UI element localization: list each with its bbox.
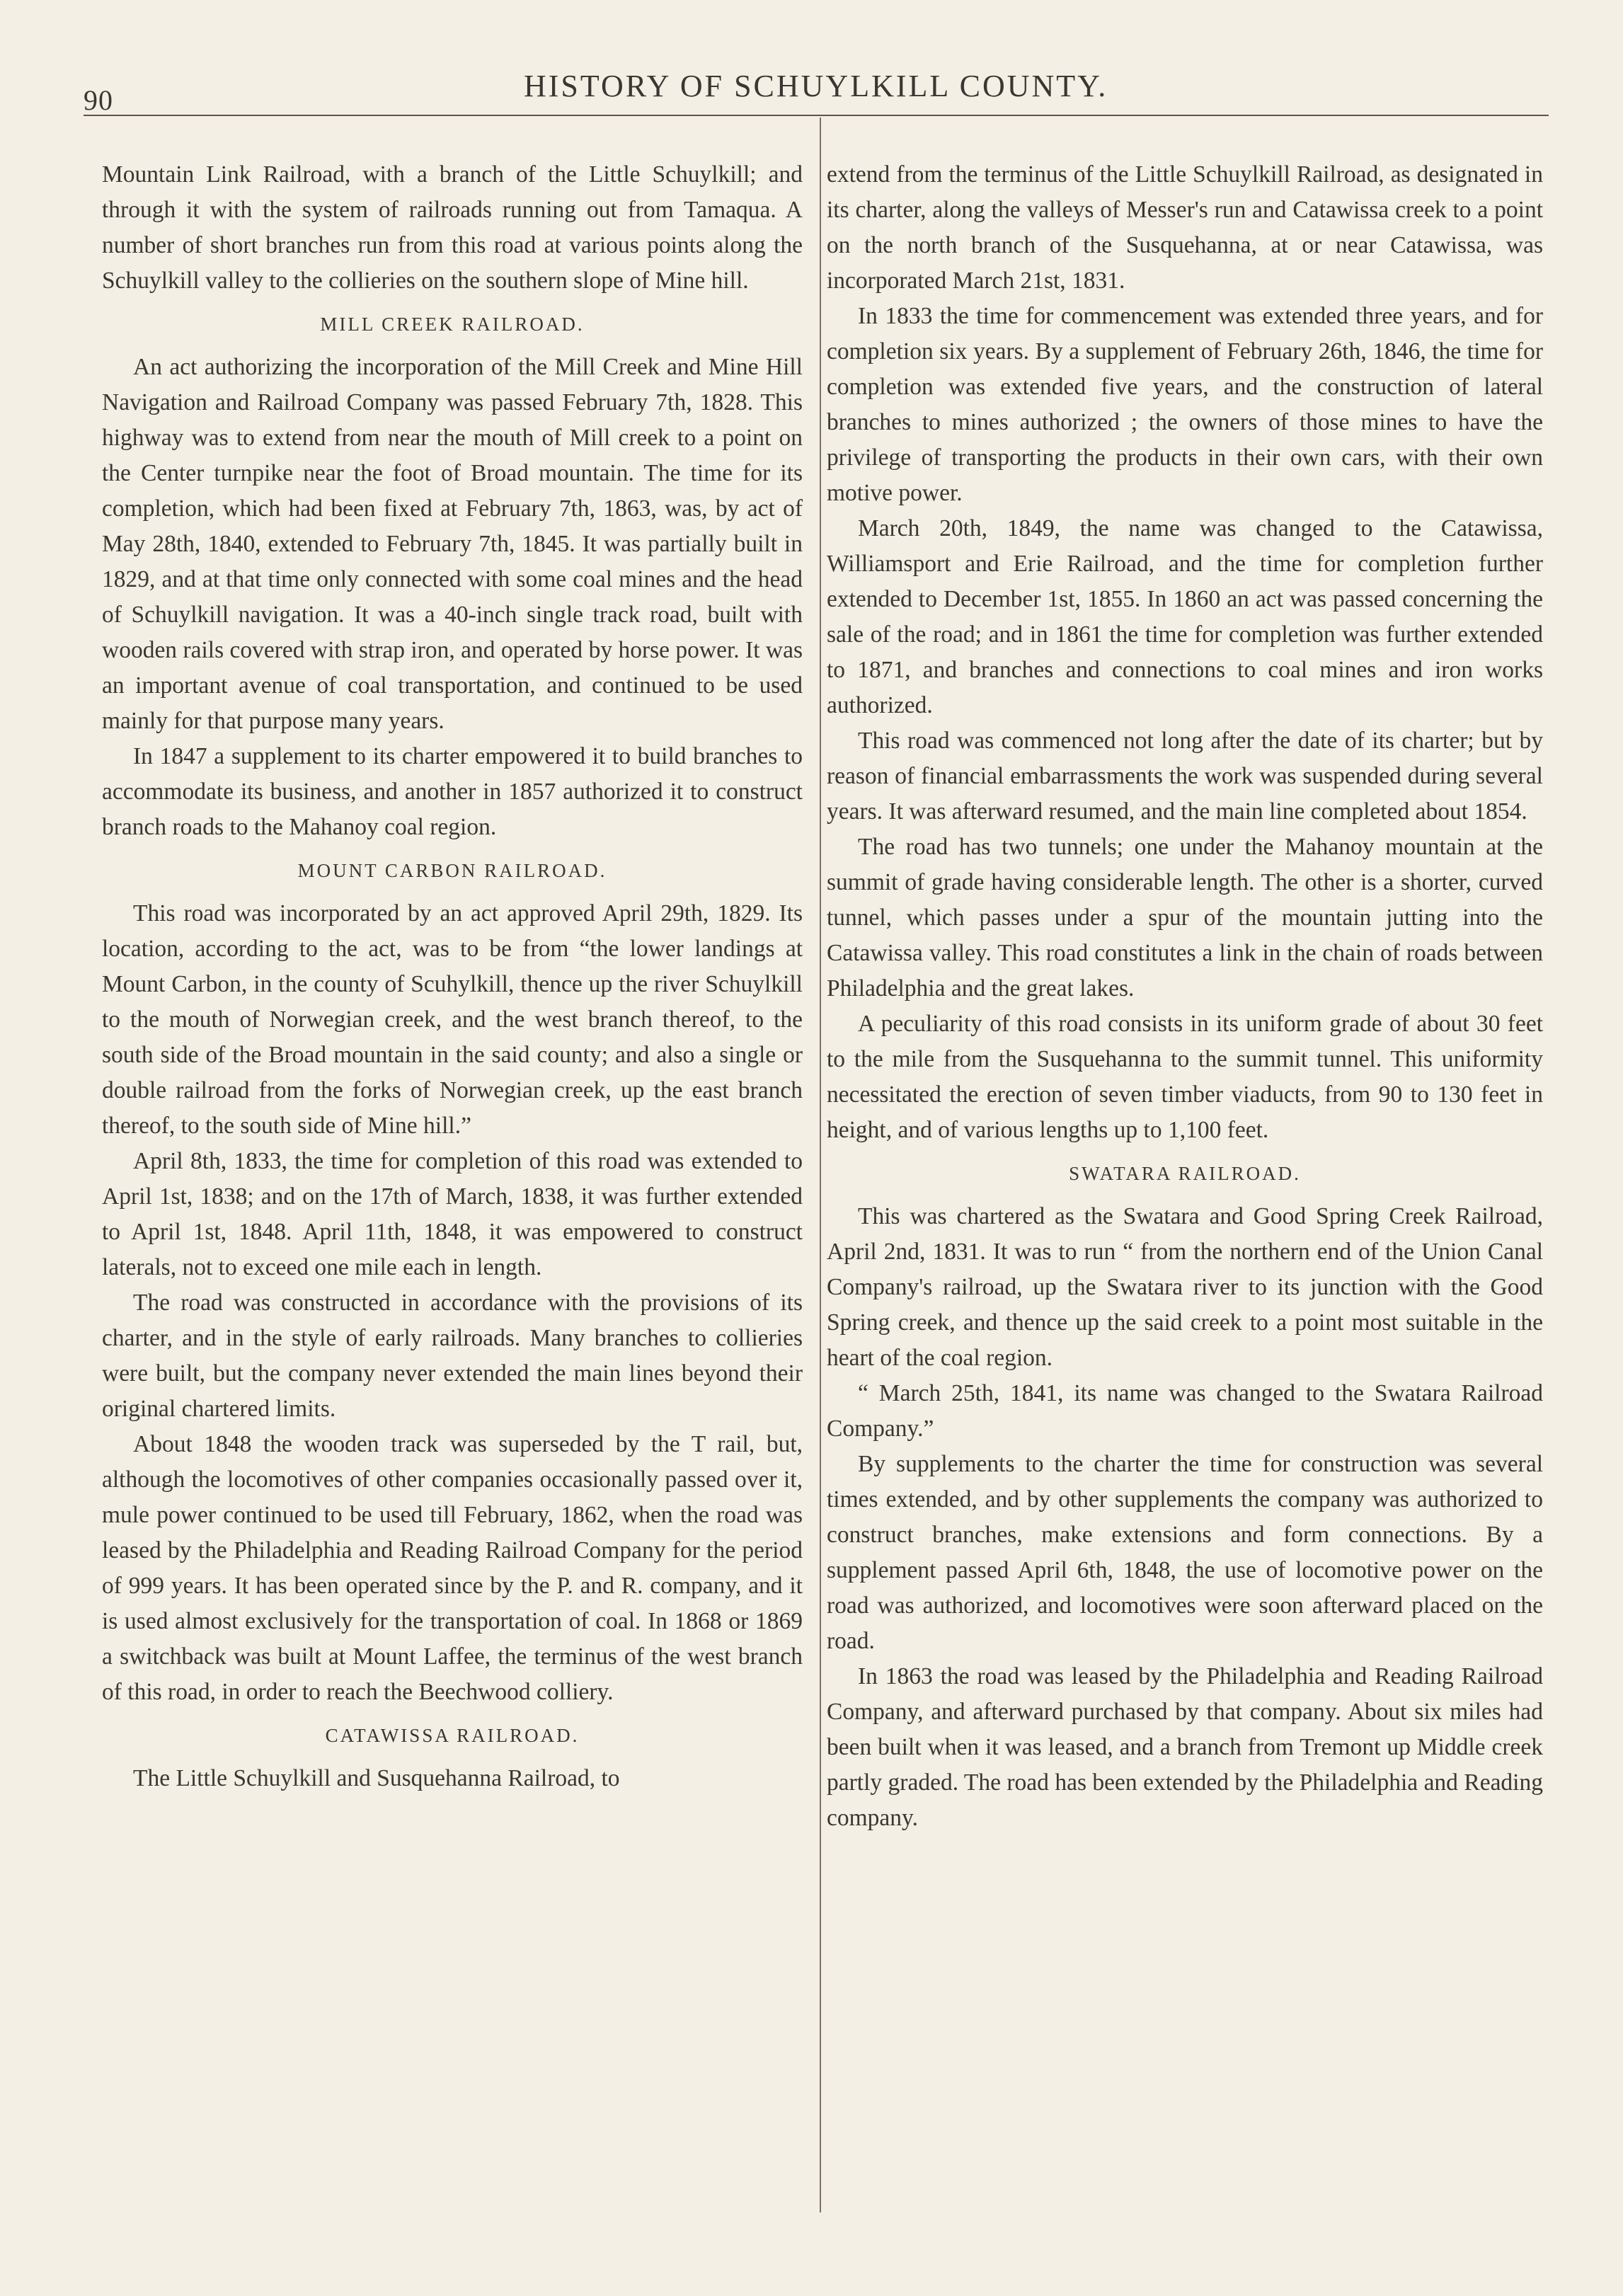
paragraph: In 1847 a supplement to its charter empowered it to build branches to accommodate its business, and another in 1857 authorized it to construct branch roads to the Mahanoy coal region. — [102, 743, 803, 840]
section-heading-mount-carbon: MOUNT CARBON RAILROAD. — [297, 860, 607, 881]
right-column — [827, 157, 1543, 1836]
paragraph: An act authorizing the incorporation of the Mill Creek and Mine Hill Navigation and Railroad Company was passed February 7th, 1828. This highway was to extend from near the mouth of Mill creek to a point on the Center turnpike near the foot of Broad mountain. The time for its completion, which had been fixed at February 7th, 1863, was, by act of May 28th, 1840, extended to February 7th, 1845. It was partially built in 1829, and at that time only connected with some coal mines and the head of Schuylkill navigation. It was a 40-inch single track road, built with wooden rails covered with strap iron, and operated by horse power. It was an important avenue of coal transportation, and continued to be used mainly for that purpose many years. — [102, 354, 803, 734]
paragraph: “ March 25th, 1841, its name was changed to the Swatara Railroad Company.” — [827, 1380, 1543, 1442]
paragraph: April 8th, 1833, the time for completion of this road was extended to April 1st, 1838; and on the 17th of March, 1838, it was further extended to April 1st, 1848. April 11th, 1848, it was empowered to construct laterals, not to exceed one mile each in length. — [102, 1148, 803, 1280]
paragraph: The road has two tunnels; one under the Mahanoy mountain at the summit of grade having considerable length. The other is a shorter, curved tunnel, which passes under a spur of the mountain jutting into the Catawissa valley. This road constitutes a link in the chain of roads between Philadelphia and the great lakes. — [827, 834, 1543, 1001]
continued-paragraph: extend from the terminus of the Little Schuylkill Railroad, as designated in its charter, along the valleys of Messer's run and Catawissa creek to a point on the north branch of the Susquehanna, at or near Catawissa, was incorporated March 21st, 1831. — [827, 161, 1543, 294]
paragraph: In 1863 the road was leased by the Philadelphia and Reading Railroad Company, and afterward purchased by that company. About six miles had been built when it was leased, and a branch from Tremont up Middle creek partly graded. The road has been extended by the Philadelphia and Reading company. — [827, 1663, 1543, 1831]
header-rule — [84, 115, 1549, 116]
column-divider — [820, 117, 821, 2212]
paragraph: This was chartered as the Swatara and Good Spring Creek Railroad, April 2nd, 1831. It was to run “ from the northern end of the Union Canal Company's railroad, up the Swatara river to its junction with the Good Spring creek, and thence up the said creek to a point most suitable in the heart of the coal region. — [827, 1203, 1543, 1371]
paragraph: March 20th, 1849, the name was changed to the Catawissa, Williamsport and Erie Railroad, and the time for completion further extended to December 1st, 1855. In 1860 an act was passed concerning the sale of the road; and in 1861 the time for completion was further extended to 1871, and branches and connections to coal mines and iron works authorized. — [827, 515, 1543, 718]
paragraph: This road was incorporated by an act approved April 29th, 1829. Its location, according to the act, was to be from “the lower landings at Mount Carbon, in the county of Scuhylkill, thence up the river Schuylkill to the mouth of Norwegian creek, and the west branch thereof, to the south side of the Broad mountain in the said county; and also a single or double railroad from the forks of Norwegian creek, up the east branch thereof, to the south side of Mine hill.” — [102, 900, 803, 1139]
paragraph: The Little Schuylkill and Susquehanna Railroad, to — [133, 1765, 620, 1791]
running-head: HISTORY OF SCHUYLKILL COUNTY. — [524, 69, 1108, 103]
section-heading-swatara: SWATARA RAILROAD. — [1069, 1163, 1301, 1184]
paragraph: By supplements to the charter the time for construction was several times extended, and by other supplements the company was authorized to construct branches, make extensions and form connections. By a supplement passed April 6th, 1848, the use of locomotive power on the road was authorized, and locomotives were soon afterward placed on the road. — [827, 1451, 1543, 1654]
paragraph: A peculiarity of this road consists in its uniform grade of about 30 feet to the mile from the Susquehanna to the summit tunnel. This uniformity necessitated the erection of seven timber viaducts, from 90 to 130 feet in height, and of various lengths up to 1,100 feet. — [827, 1011, 1543, 1143]
paragraph: In 1833 the time for commencement was extended three years, and for completion six years. By a supplement of February 26th, 1846, the time for completion was extended five years, and the construction of lateral branches to mines authorized ; the owners of those mines to have the privilege of transporting the products in their own cars, with their own motive power. — [827, 303, 1543, 506]
section-heading-catawissa: CATAWISSA RAILROAD. — [325, 1725, 580, 1746]
paragraph: The road was constructed in accordance with the provisions of its charter, and in the style of early railroads. Many branches to collieries were built, but the company never extended the main lines beyond their original chartered limits. — [102, 1290, 803, 1422]
page-number: 90 — [84, 84, 113, 116]
left-column — [102, 157, 803, 1796]
paragraph: This road was commenced not long after the date of its charter; but by reason of financial embarrassments the work was suspended during several years. It was afterward resumed, and the main line completed about 1854. — [827, 728, 1543, 825]
intro-paragraph: Mountain Link Railroad, with a branch of the Little Schuylkill; and through it with the system of railroads running out from Tamaqua. A number of short branches run from this road at various points along the Schuylkill valley to the collieries on the southern slope of Mine hill. — [102, 161, 803, 294]
section-heading-mill-creek: MILL CREEK RAILROAD. — [320, 314, 585, 335]
paragraph: About 1848 the wooden track was superseded by the T rail, but, although the locomotives of other companies occasionally passed over it, mule power continued to be used till February, 1862, when the road was leased by the Philadelphia and Reading Railroad Company for the period of 999 years. It has been operated since by the P. and R. company, and it is used almost exclusively for the transportation of coal. In 1868 or 1869 a switchback was built at Mount Laffee, the terminus of the west branch of this road, in order to reach the Beechwood colliery. — [102, 1431, 803, 1705]
